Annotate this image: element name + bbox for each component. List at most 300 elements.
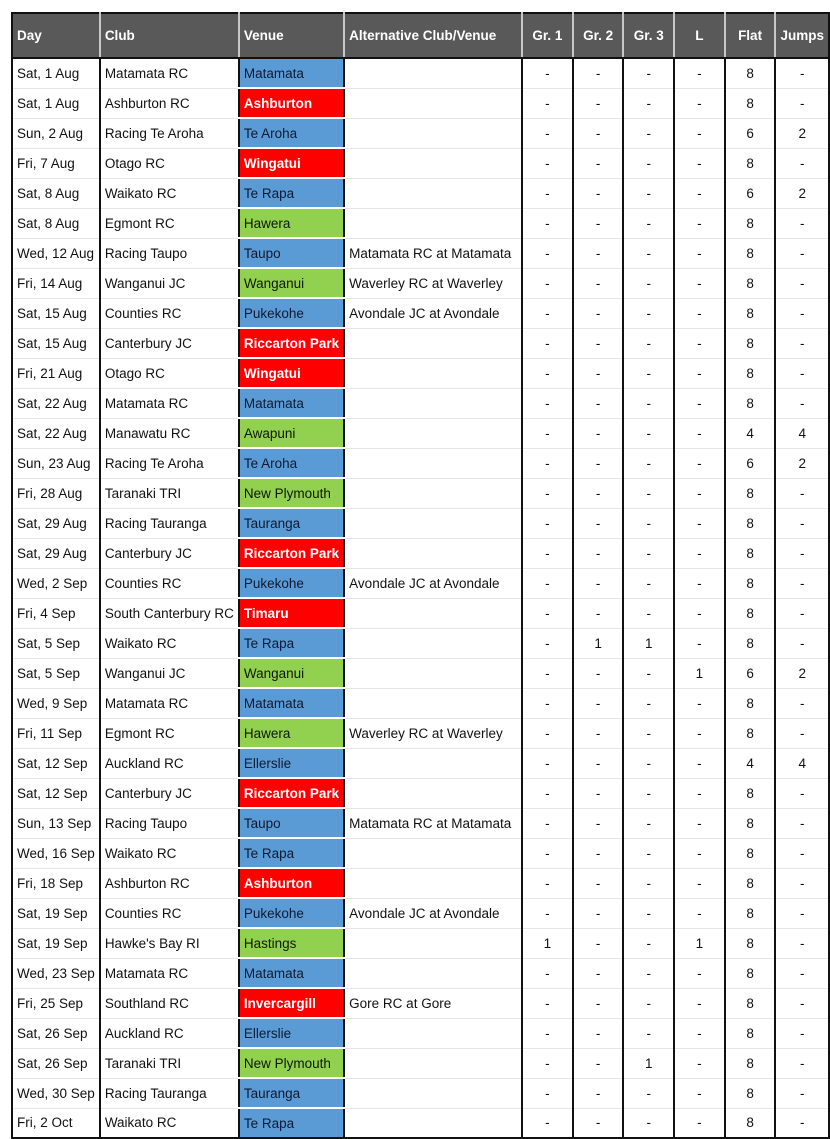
flat-races-cell: 8 — [725, 358, 776, 388]
jumps-races-cell: - — [775, 598, 829, 628]
group3-cell: - — [623, 388, 674, 418]
group1-cell: - — [522, 298, 573, 328]
group3-cell: - — [623, 118, 674, 148]
club-cell: Counties RC — [100, 298, 239, 328]
flat-races-cell: 8 — [725, 628, 776, 658]
table-row — [12, 958, 829, 988]
venue-cell: Tauranga — [239, 508, 344, 538]
group1-cell: - — [522, 1078, 573, 1108]
jumps-races-cell: - — [775, 718, 829, 748]
jumps-races-cell: - — [775, 328, 829, 358]
day-cell: Wed, 9 Sep — [12, 688, 100, 718]
flat-races-cell: 8 — [725, 1078, 776, 1108]
group1-cell: - — [522, 898, 573, 928]
group1-cell: - — [522, 1048, 573, 1078]
venue-cell: Taupo — [239, 238, 344, 268]
group3-cell: - — [623, 748, 674, 778]
alternative-venue-cell — [344, 1108, 522, 1138]
group2-cell: - — [573, 958, 624, 988]
club-cell: Egmont RC — [100, 718, 239, 748]
group3-cell: - — [623, 358, 674, 388]
group3-cell: - — [623, 1108, 674, 1138]
group3-cell: - — [623, 538, 674, 568]
group2-cell: - — [573, 418, 624, 448]
listed-cell: - — [674, 208, 725, 238]
group1-cell: - — [522, 328, 573, 358]
group3-cell: - — [623, 238, 674, 268]
alternative-venue-cell — [344, 958, 522, 988]
table-row — [12, 1018, 829, 1048]
jumps-races-cell: - — [775, 1048, 829, 1078]
table-row — [12, 358, 829, 388]
jumps-races-cell: - — [775, 88, 829, 118]
jumps-races-cell: - — [775, 358, 829, 388]
group3-cell: - — [623, 598, 674, 628]
table-row — [12, 1078, 829, 1108]
day-cell: Sat, 22 Aug — [12, 418, 100, 448]
table-row — [12, 388, 829, 418]
alternative-venue-cell — [344, 628, 522, 658]
group1-cell: - — [522, 1018, 573, 1048]
day-cell: Sat, 19 Sep — [12, 928, 100, 958]
group1-cell: - — [522, 838, 573, 868]
venue-cell: Matamata — [239, 958, 344, 988]
club-cell: Otago RC — [100, 358, 239, 388]
venue-cell: Pukekohe — [239, 568, 344, 598]
alternative-venue-cell — [344, 328, 522, 358]
flat-races-cell: 8 — [725, 88, 776, 118]
group2-cell: - — [573, 898, 624, 928]
club-cell: Counties RC — [100, 898, 239, 928]
venue-cell: Ashburton — [239, 868, 344, 898]
day-cell: Sat, 22 Aug — [12, 388, 100, 418]
flat-races-cell: 8 — [725, 298, 776, 328]
venue-cell: Taupo — [239, 808, 344, 838]
table-row — [12, 688, 829, 718]
group1-cell: - — [522, 418, 573, 448]
group2-cell: - — [573, 448, 624, 478]
alternative-venue-cell — [344, 178, 522, 208]
alternative-venue-cell — [344, 448, 522, 478]
group3-cell: - — [623, 868, 674, 898]
table-row — [12, 118, 829, 148]
group2-cell: - — [573, 208, 624, 238]
group2-cell: - — [573, 118, 624, 148]
day-cell: Sun, 13 Sep — [12, 808, 100, 838]
flat-races-cell: 8 — [725, 1048, 776, 1078]
group2-cell: - — [573, 568, 624, 598]
group2-cell: - — [573, 1108, 624, 1138]
flat-races-cell: 8 — [725, 508, 776, 538]
club-cell: Racing Taupo — [100, 808, 239, 838]
day-cell: Fri, 21 Aug — [12, 358, 100, 388]
group1-cell: - — [522, 808, 573, 838]
alternative-venue-cell — [344, 658, 522, 688]
column-header-gr3: Gr. 3 — [623, 13, 674, 58]
jumps-races-cell: 2 — [775, 658, 829, 688]
group2-cell: - — [573, 358, 624, 388]
listed-cell: 1 — [674, 658, 725, 688]
alternative-venue-cell — [344, 598, 522, 628]
group2-cell: - — [573, 178, 624, 208]
table-row — [12, 508, 829, 538]
group3-cell: - — [623, 178, 674, 208]
group3-cell: - — [623, 478, 674, 508]
listed-cell: - — [674, 808, 725, 838]
group2-cell: - — [573, 298, 624, 328]
jumps-races-cell: - — [775, 538, 829, 568]
group3-cell: - — [623, 718, 674, 748]
day-cell: Fri, 4 Sep — [12, 598, 100, 628]
day-cell: Sat, 12 Sep — [12, 748, 100, 778]
venue-cell: New Plymouth — [239, 478, 344, 508]
race-schedule-table — [11, 12, 830, 1139]
table-row — [12, 748, 829, 778]
flat-races-cell: 6 — [725, 118, 776, 148]
listed-cell: - — [674, 268, 725, 298]
group2-cell: - — [573, 508, 624, 538]
listed-cell: - — [674, 868, 725, 898]
club-cell: Waikato RC — [100, 838, 239, 868]
group1-cell: - — [522, 478, 573, 508]
jumps-races-cell: 4 — [775, 418, 829, 448]
group3-cell: - — [623, 418, 674, 448]
alternative-venue-cell — [344, 358, 522, 388]
group1-cell: - — [522, 778, 573, 808]
day-cell: Sat, 5 Sep — [12, 628, 100, 658]
club-cell: Wanganui JC — [100, 658, 239, 688]
group3-cell: - — [623, 88, 674, 118]
listed-cell: - — [674, 718, 725, 748]
jumps-races-cell: - — [775, 988, 829, 1018]
table-row — [12, 838, 829, 868]
venue-cell: Ashburton — [239, 88, 344, 118]
jumps-races-cell: 4 — [775, 748, 829, 778]
flat-races-cell: 8 — [725, 958, 776, 988]
listed-cell: - — [674, 1018, 725, 1048]
flat-races-cell: 8 — [725, 268, 776, 298]
flat-races-cell: 8 — [725, 568, 776, 598]
column-header-flat: Flat — [725, 13, 776, 58]
alternative-venue-cell: Matamata RC at Matamata — [344, 238, 522, 268]
group3-cell: - — [623, 958, 674, 988]
group1-cell: - — [522, 178, 573, 208]
day-cell: Fri, 2 Oct — [17, 1115, 73, 1131]
venue-cell: Te Aroha — [239, 118, 344, 148]
day-cell: Fri, 14 Aug — [12, 268, 100, 298]
table-body — [12, 58, 829, 1138]
group1-cell: - — [522, 268, 573, 298]
table-row — [12, 988, 829, 1018]
venue-cell: Hawera — [239, 718, 344, 748]
group1-cell: - — [522, 58, 573, 88]
group3-cell: - — [623, 1078, 674, 1108]
group3-cell: - — [623, 898, 674, 928]
alternative-venue-cell — [344, 838, 522, 868]
jumps-races-cell: - — [775, 1108, 829, 1138]
group1-cell: - — [522, 1108, 573, 1138]
column-header-day: Day — [12, 13, 100, 58]
club-cell: Racing Tauranga — [100, 1078, 239, 1108]
group3-cell: - — [623, 448, 674, 478]
column-header-club: Club — [100, 13, 239, 58]
column-header-jumps: Jumps — [775, 13, 829, 58]
jumps-races-cell: - — [775, 508, 829, 538]
alternative-venue-cell — [344, 688, 522, 718]
group1-cell: - — [522, 358, 573, 388]
club-cell: Matamata RC — [100, 688, 239, 718]
group2-cell: - — [573, 808, 624, 838]
table-row — [12, 178, 829, 208]
group1-cell: - — [522, 718, 573, 748]
listed-cell: - — [674, 1108, 725, 1138]
group1-cell: - — [522, 148, 573, 178]
listed-cell: - — [674, 88, 725, 118]
table-row — [12, 778, 829, 808]
group1-cell: - — [522, 88, 573, 118]
club-cell: South Canterbury RC — [100, 598, 239, 628]
group3-cell: - — [623, 508, 674, 538]
listed-cell: - — [674, 478, 725, 508]
venue-cell: Te Rapa — [239, 178, 344, 208]
flat-races-cell: 4 — [725, 748, 776, 778]
club-cell: Wanganui JC — [100, 268, 239, 298]
table-row — [12, 88, 829, 118]
group2-cell: - — [573, 868, 624, 898]
alternative-venue-cell — [344, 1048, 522, 1078]
table-row — [12, 808, 829, 838]
table-row — [12, 598, 829, 628]
table-row — [12, 298, 829, 328]
flat-races-cell: 8 — [725, 238, 776, 268]
jumps-races-cell: 2 — [775, 448, 829, 478]
group3-cell: - — [623, 988, 674, 1018]
group3-cell: - — [623, 58, 674, 88]
club-cell: Racing Taupo — [100, 238, 239, 268]
listed-cell: - — [674, 1048, 725, 1078]
alternative-venue-cell — [344, 208, 522, 238]
group2-cell: - — [573, 88, 624, 118]
club-cell: Ashburton RC — [100, 88, 239, 118]
flat-races-cell: 8 — [725, 1018, 776, 1048]
group1-cell: - — [522, 658, 573, 688]
flat-races-cell: 8 — [725, 478, 776, 508]
alternative-venue-cell — [344, 88, 522, 118]
flat-races-cell: 8 — [725, 208, 776, 238]
flat-races-cell: 8 — [725, 898, 776, 928]
venue-cell: Pukekohe — [239, 898, 344, 928]
alternative-venue-cell: Avondale JC at Avondale — [344, 898, 522, 928]
jumps-races-cell: - — [775, 208, 829, 238]
venue-cell: Timaru — [239, 598, 344, 628]
venue-cell: Wanganui — [239, 268, 344, 298]
day-cell: Wed, 12 Aug — [12, 238, 100, 268]
alternative-venue-cell — [344, 118, 522, 148]
alternative-venue-cell — [344, 538, 522, 568]
group1-cell: - — [522, 208, 573, 238]
listed-cell: - — [674, 598, 725, 628]
jumps-races-cell: - — [775, 898, 829, 928]
club-cell: Racing Tauranga — [100, 508, 239, 538]
club-cell: Southland RC — [100, 988, 239, 1018]
club-cell: Waikato RC — [100, 178, 239, 208]
table-row — [12, 568, 829, 598]
listed-cell: - — [674, 538, 725, 568]
jumps-races-cell: - — [775, 568, 829, 598]
group3-cell: - — [623, 208, 674, 238]
listed-cell: - — [674, 568, 725, 598]
table-row — [12, 628, 829, 658]
club-cell: Otago RC — [100, 148, 239, 178]
column-header-alternative: Alternative Club/Venue — [344, 13, 522, 58]
flat-races-cell: 8 — [725, 838, 776, 868]
group3-cell: - — [623, 778, 674, 808]
group3-cell: - — [623, 268, 674, 298]
club-cell: Ashburton RC — [100, 868, 239, 898]
flat-races-cell: 8 — [725, 388, 776, 418]
flat-races-cell: 8 — [725, 328, 776, 358]
group2-cell: - — [573, 1048, 624, 1078]
table-row — [12, 148, 829, 178]
day-cell: Fri, 18 Sep — [12, 868, 100, 898]
group2-cell: - — [573, 838, 624, 868]
group2-cell: - — [573, 268, 624, 298]
day-cell: Sat, 5 Sep — [12, 658, 100, 688]
day-cell: Fri, 11 Sep — [12, 718, 100, 748]
alternative-venue-cell — [344, 928, 522, 958]
group2-cell: 1 — [573, 628, 624, 658]
listed-cell: - — [674, 58, 725, 88]
jumps-races-cell: 2 — [775, 118, 829, 148]
listed-cell: - — [674, 328, 725, 358]
jumps-races-cell: 2 — [775, 178, 829, 208]
day-cell: Wed, 23 Sep — [12, 958, 100, 988]
group2-cell: - — [573, 988, 624, 1018]
listed-cell: - — [674, 148, 725, 178]
flat-races-cell: 8 — [725, 148, 776, 178]
group3-cell: - — [623, 688, 674, 718]
jumps-races-cell: - — [775, 268, 829, 298]
listed-cell: - — [674, 1078, 725, 1108]
venue-cell: Wingatui — [239, 148, 344, 178]
group2-cell: - — [573, 388, 624, 418]
table-row — [12, 868, 829, 898]
alternative-venue-cell: Waverley RC at Waverley — [344, 268, 522, 298]
venue-cell: Riccarton Park — [239, 538, 344, 568]
jumps-races-cell: - — [775, 238, 829, 268]
listed-cell: - — [674, 988, 725, 1018]
alternative-venue-cell — [344, 1078, 522, 1108]
table-row — [12, 1048, 829, 1078]
club-cell: Auckland RC — [100, 748, 239, 778]
listed-cell: - — [674, 418, 725, 448]
flat-races-cell: 8 — [725, 988, 776, 1018]
flat-races-cell: 6 — [725, 178, 776, 208]
group2-cell: - — [573, 58, 624, 88]
group2-cell: - — [573, 688, 624, 718]
alternative-venue-cell — [344, 778, 522, 808]
group3-cell: - — [623, 568, 674, 598]
club-cell: Manawatu RC — [100, 418, 239, 448]
venue-cell: New Plymouth — [239, 1048, 344, 1078]
table-row — [12, 718, 829, 748]
day-cell: Sun, 23 Aug — [12, 448, 100, 478]
group3-cell: - — [623, 808, 674, 838]
day-cell: Sat, 29 Aug — [12, 538, 100, 568]
club-cell: Egmont RC — [100, 208, 239, 238]
flat-races-cell: 8 — [725, 868, 776, 898]
group3-cell: - — [623, 1018, 674, 1048]
table-row — [12, 268, 829, 298]
flat-races-cell: 8 — [725, 538, 776, 568]
alternative-venue-cell — [344, 148, 522, 178]
day-cell: Wed, 2 Sep — [12, 568, 100, 598]
jumps-races-cell: - — [775, 1018, 829, 1048]
table-row — [12, 898, 829, 928]
group2-cell: - — [573, 778, 624, 808]
venue-cell: Ellerslie — [239, 748, 344, 778]
group2-cell: - — [573, 238, 624, 268]
alternative-venue-cell — [344, 418, 522, 448]
group2-cell: - — [573, 748, 624, 778]
venue-cell: Riccarton Park — [239, 778, 344, 808]
alternative-venue-cell — [344, 748, 522, 778]
venue-cell: Awapuni — [239, 418, 344, 448]
group3-cell: - — [623, 148, 674, 178]
day-cell: Sat, 8 Aug — [12, 208, 100, 238]
jumps-races-cell: - — [775, 838, 829, 868]
club-cell: Hawke's Bay RI — [100, 928, 239, 958]
alternative-venue-cell — [344, 1018, 522, 1048]
listed-cell: - — [674, 778, 725, 808]
group3-cell: 1 — [623, 1048, 674, 1078]
venue-cell: Tauranga — [239, 1078, 344, 1108]
jumps-races-cell: - — [775, 58, 829, 88]
listed-cell: - — [674, 838, 725, 868]
group1-cell: - — [522, 238, 573, 268]
table-row — [12, 448, 829, 478]
jumps-races-cell: - — [775, 298, 829, 328]
listed-cell: - — [674, 298, 725, 328]
group3-cell: - — [623, 298, 674, 328]
alternative-venue-cell: Avondale JC at Avondale — [344, 298, 522, 328]
day-cell: Sat, 26 Sep — [12, 1048, 100, 1078]
header-row — [12, 13, 829, 58]
table-row — [12, 208, 829, 238]
flat-races-cell: 8 — [725, 688, 776, 718]
day-cell: Fri, 25 Sep — [12, 988, 100, 1018]
day-cell: Sat, 26 Sep — [12, 1018, 100, 1048]
group2-cell: - — [573, 148, 624, 178]
day-cell: Wed, 16 Sep — [12, 838, 100, 868]
column-header-gr2: Gr. 2 — [573, 13, 624, 58]
group1-cell: - — [522, 538, 573, 568]
table-row — [12, 538, 829, 568]
day-cell: Sat, 15 Aug — [12, 298, 100, 328]
flat-races-cell: 8 — [725, 808, 776, 838]
club-cell: Racing Te Aroha — [100, 118, 239, 148]
group1-cell: - — [522, 748, 573, 778]
listed-cell: - — [674, 448, 725, 478]
jumps-races-cell: - — [775, 628, 829, 658]
group3-cell: 1 — [623, 628, 674, 658]
flat-races-cell: 8 — [725, 1108, 776, 1138]
group1-cell: - — [522, 988, 573, 1018]
listed-cell: - — [674, 628, 725, 658]
venue-cell: Riccarton Park — [239, 328, 344, 358]
alternative-venue-cell: Avondale JC at Avondale — [344, 568, 522, 598]
table-row — [12, 418, 829, 448]
